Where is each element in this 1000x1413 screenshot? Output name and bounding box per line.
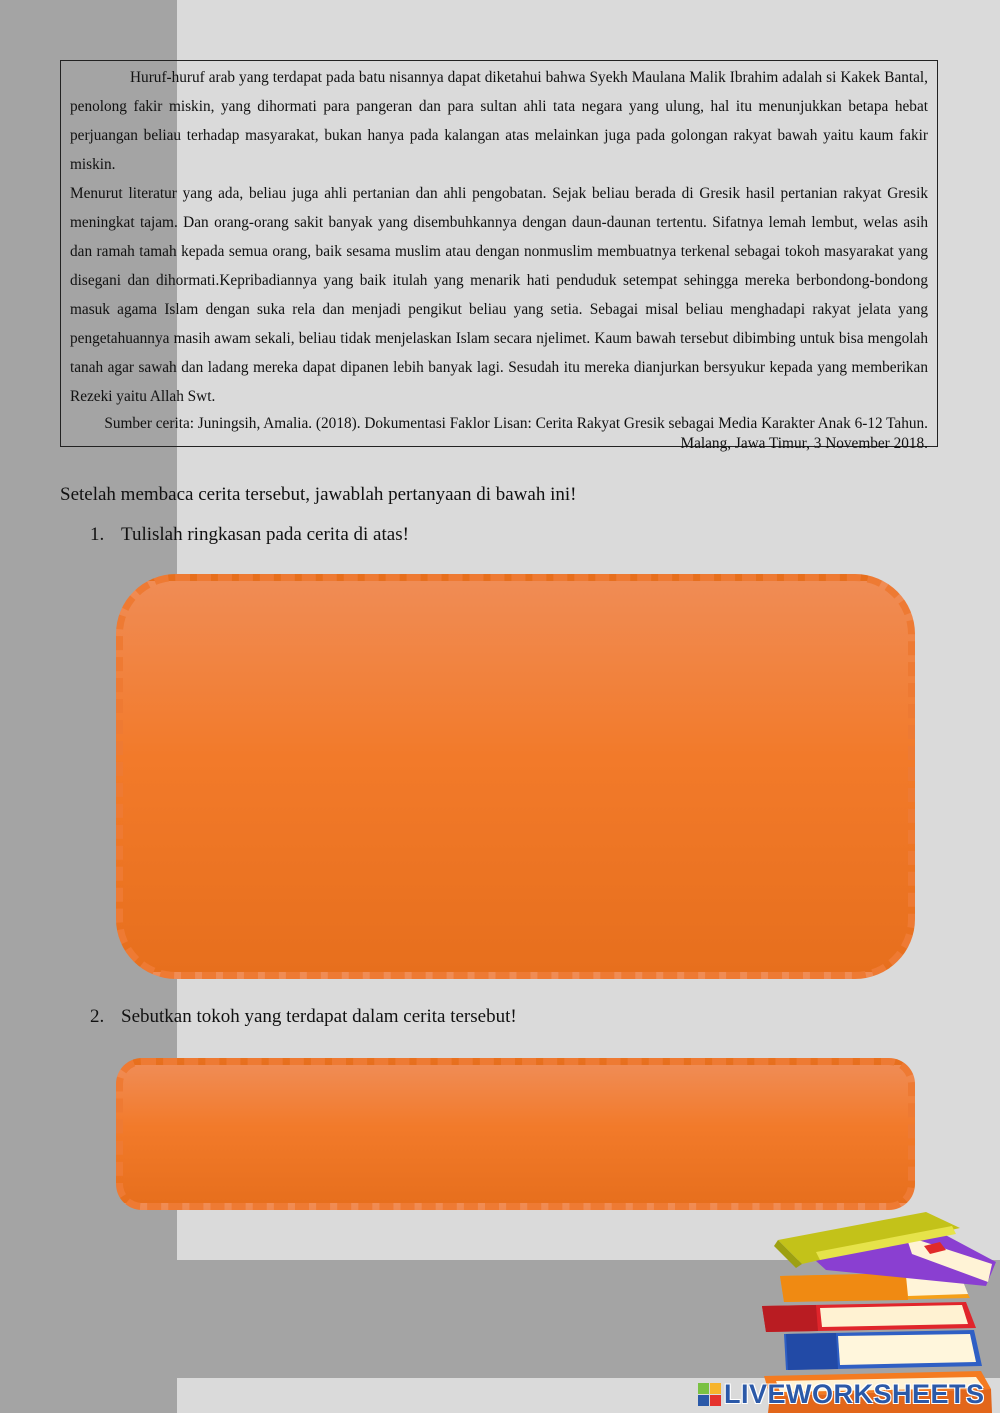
answer-box-2[interactable] <box>116 1058 915 1210</box>
question-2-text: Sebutkan tokoh yang terdapat dalam cerita tersebut! <box>121 1006 517 1027</box>
answer-input-2[interactable] <box>123 1065 908 1203</box>
logo-mark-icon <box>698 1383 721 1406</box>
story-source-citation: Sumber cerita: Juningsih, Amalia. (2018). Dokumentasi Faklor Lisan: Cerita Rakyat Gresik sebagai Media Karakter Anak 6-12 Tahun. Malang, Jawa Timur, 3 November 2018. <box>104 415 928 452</box>
liveworksheets-logo <box>698 1378 985 1410</box>
answer-box-1[interactable] <box>116 574 915 979</box>
story-paragraph-2: Menurut literatur yang ada, beliau juga ahli pertanian dan ahli pengobatan. Sejak beliau berada di Gresik hasil pertanian rakyat Gresik meningkat tajam. Dan orang-orang sakit banyak yang disembuhkannya dengan daun-daunan tertentu. Sifatnya lemah lembut, welas asih dan ramah tamah kepada semua orang, baik sesama muslim atau dengan nonmuslim membuatnya terkenal sebagai tokoh masyarakat yang disegani dan dihormati.Kepribadiannya yang baik itulah yang menarik hati penduduk setempat sehingga mereka berbondong-bondong masuk agama Islam dengan suka rela dan menjadi pengikut beliau yang setia. Sebagai misal beliau menghadapi rakyat jelata yang pengetahuannya masih awam sekali, beliau tidak menjelaskan Islam secara njelimet. Kaum bawah tersebut dibimbing untuk bisa mengolah tanah agar sawah dan ladang mereka dapat dipanen lebih banyak lagi. Sesudah itu mereka dianjurkan bersyukur kepada yang memberikan Rezeki yaitu Allah Swt. <box>70 185 928 405</box>
question-1 <box>90 524 409 546</box>
story-text-box <box>60 60 938 452</box>
instruction-text: Setelah membaca cerita tersebut, jawablah pertanyaan di bawah ini! <box>60 484 577 505</box>
logo-text: LIVEWORKSHEETS <box>724 1378 985 1409</box>
question-2-number: 2. <box>90 1006 105 1027</box>
question-1-text: Tulislah ringkasan pada cerita di atas! <box>121 524 409 545</box>
story-paragraph-1: Huruf-huruf arab yang terdapat pada batu nisannya dapat diketahui bahwa Syekh Maulana Malik Ibrahim adalah si Kakek Bantal, penolong fakir miskin, yang dihormati para pangeran dan para sultan ahli tata negara yang ulung, hal itu menunjukkan betapa hebat perjuangan beliau terhadap masyarakat, bukan hanya pada kalangan atas melainkan juga pada golongan rakyat bawah yaitu kaum fakir miskin. <box>70 69 928 173</box>
question-2 <box>90 1006 517 1028</box>
answer-input-1[interactable] <box>123 581 908 972</box>
question-1-number: 1. <box>90 524 105 545</box>
